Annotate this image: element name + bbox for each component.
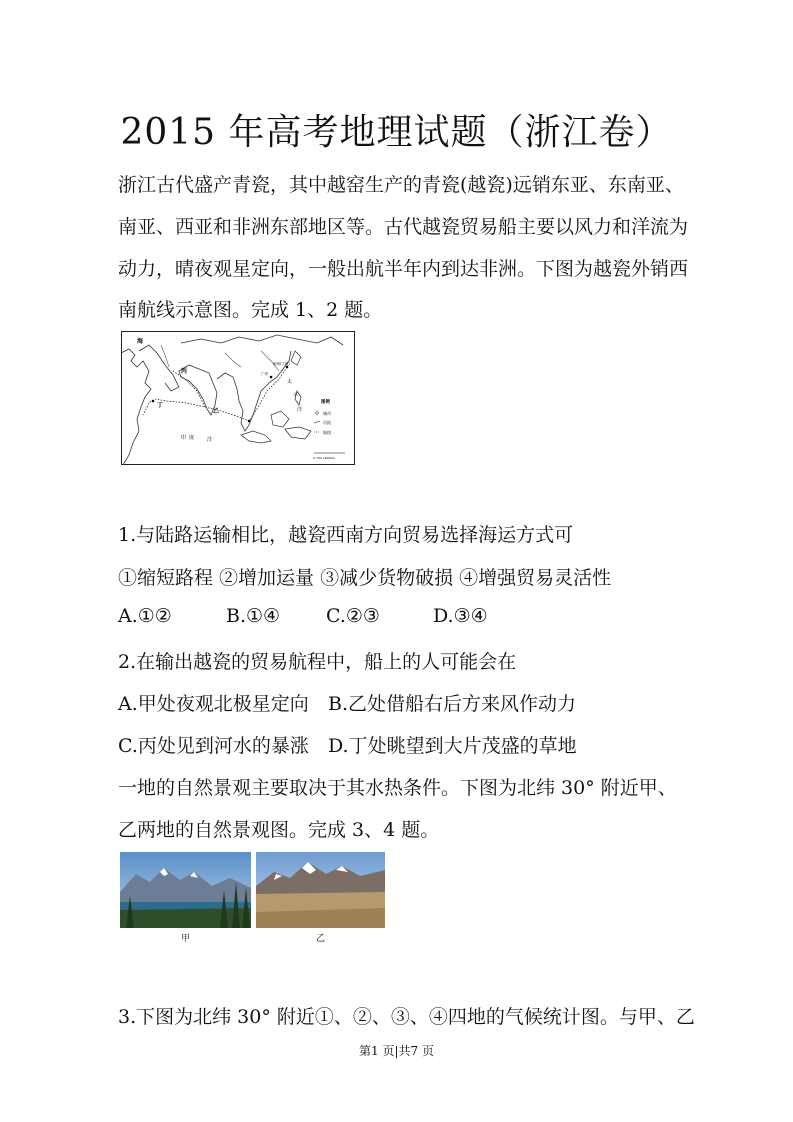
map-label-guangzhou: 广州	[261, 372, 268, 376]
q1-option-d: D.③④	[433, 605, 488, 627]
intro2-line-1: 一地的自然景观主要取决于其水热条件。下图为北纬 30° 附近甲、	[118, 777, 677, 799]
q1-option-c: C.②③	[326, 605, 380, 627]
trade-route-map	[121, 331, 355, 465]
map-label-ding: 丁	[157, 402, 164, 409]
map-label-yang: 洋	[207, 437, 213, 443]
map-label-yi: 乙	[213, 408, 220, 415]
q1-items: ①缩短路程 ②增加运量 ③减少货物破损 ④增强贸易灵活性	[118, 567, 612, 589]
legend-scale: 0 700 1400km	[313, 456, 335, 460]
q2-option-a: A.甲处夜观北极星定向	[118, 693, 309, 715]
legend-river: 河流	[323, 420, 331, 425]
legend-city: 城市	[323, 411, 331, 416]
legend-title: 图例	[321, 400, 330, 405]
legend-route: 航线	[323, 430, 331, 435]
page-footer: 第1 页|共7 页	[359, 1044, 434, 1058]
photo-caption-jia: 甲	[181, 934, 191, 944]
intro2-line-2: 乙两地的自然景观图。完成 3、4 题。	[118, 819, 440, 841]
intro-line-3: 动力，晴夜观星定向，一般出航半年内到达非洲。下图为越瓷外销西	[118, 258, 689, 280]
map-label-sea: 海	[137, 338, 144, 345]
q2-option-c: C.丙处见到河水的暴涨	[118, 735, 309, 757]
landscape-photo-jia	[120, 852, 251, 928]
map-label-ping: 平	[293, 393, 299, 399]
q2-stem: 2.在输出越瓷的贸易航程中，船上的人可能会在	[118, 651, 517, 673]
map-label-bing: 丙	[181, 368, 188, 375]
q1-stem: 1.与陆路运输相比，越瓷西南方向贸易选择海运方式可	[118, 524, 574, 546]
q1-option-a: A.①②	[118, 605, 172, 627]
intro-line-4: 南航线示意图。完成 1、2 题。	[118, 299, 383, 321]
photo-caption-yi: 乙	[316, 934, 326, 944]
page-title: 2015 年高考地理试题（浙江卷）	[120, 112, 673, 153]
map-label-tai: 太	[287, 379, 293, 385]
map-label-yindu: 印	[181, 435, 187, 441]
q2-option-b: B.乙处借船右后方来风作动力	[328, 693, 577, 715]
intro-line-1: 浙江古代盛产青瓷，其中越窑生产的青瓷(越瓷)远销东亚、东南亚、	[118, 174, 684, 196]
intro-line-2: 南亚、西亚和非洲东部地区等。古代越瓷贸易船主要以风力和洋流为	[118, 216, 689, 238]
map-label-du: 度	[189, 435, 195, 441]
map-label-yang2: 洋	[297, 407, 303, 413]
q1-option-b: B.①④	[226, 605, 281, 627]
q3-stem: 3.下图为北纬 30° 附近①、②、③、④四地的气候统计图。与甲、乙	[118, 1006, 695, 1028]
map-label-mingzhou: 明州(宁波)	[273, 362, 290, 366]
q2-option-d: D.丁处眺望到大片茂盛的草地	[328, 735, 577, 757]
landscape-photo-yi	[256, 852, 385, 928]
